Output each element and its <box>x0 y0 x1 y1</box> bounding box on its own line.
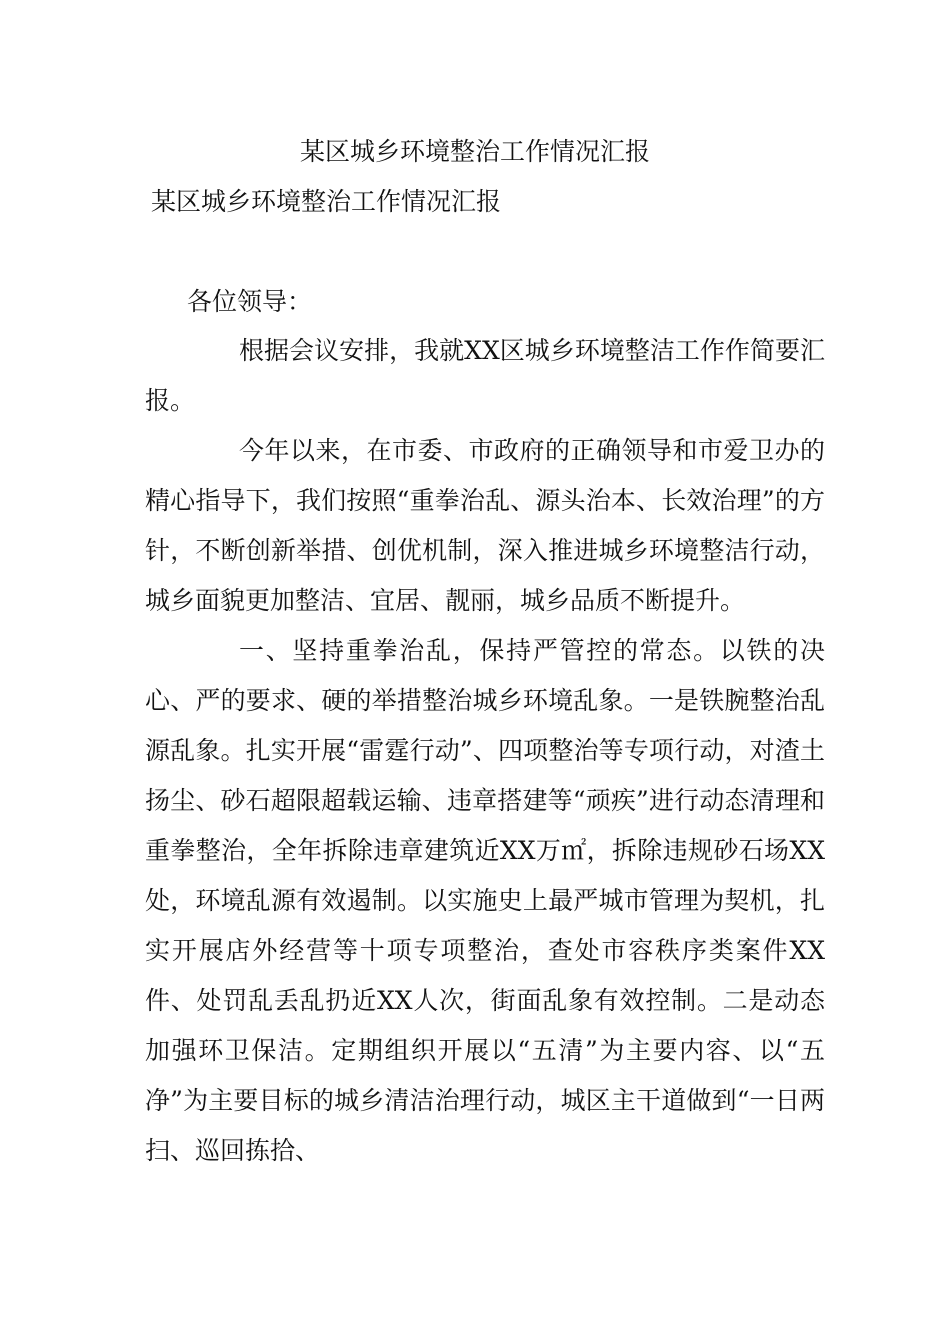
salutation: 各位领导： <box>187 287 313 316</box>
page-subtitle: 某区城乡环境整治工作情况汇报 <box>151 187 502 216</box>
document-body <box>145 326 825 1176</box>
paragraph-section-one: 一、坚持重拳治乱，保持严管控的常态。以铁的决心、严的要求、硬的举措整治城乡环境乱象。一是铁腕整治乱源乱象。扎实开展“雷霆行动”、四项整治等专项行动，对渣土扬尘、砂石超限超载运输、违章搭建等“顽疾”进行动态清理和重拳整治，全年拆除违章建筑近XX万㎡，拆除违规砂石场XX处，环境乱源有效遏制。以实施史上最严城市管理为契机，扎实开展店外经营等十项专项整治，查处市容秩序类案件XX件、处罚乱丢乱扔近XX人次，街面乱象有效控制。二是动态加强环卫保洁。定期组织开展以“五清”为主要内容、以“五净”为主要目标的城乡清洁治理行动，城区主干道做到“一日两扫、巡回拣拾、 <box>145 636 825 1165</box>
page-title: 某区城乡环境整治工作情况汇报 <box>299 137 650 166</box>
paragraph-intro: 根据会议安排，我就XX区城乡环境整洁工作作简要汇报。 <box>145 336 825 415</box>
paragraph-overview: 今年以来，在市委、市政府的正确领导和市爱卫办的精心指导下，我们按照“重拳治乱、源头治本、长效治理”的方针，不断创新举措、创优机制，深入推进城乡环境整洁行动，城乡面貌更加整洁、宜居、靓丽，城乡品质不断提升。 <box>145 436 825 615</box>
